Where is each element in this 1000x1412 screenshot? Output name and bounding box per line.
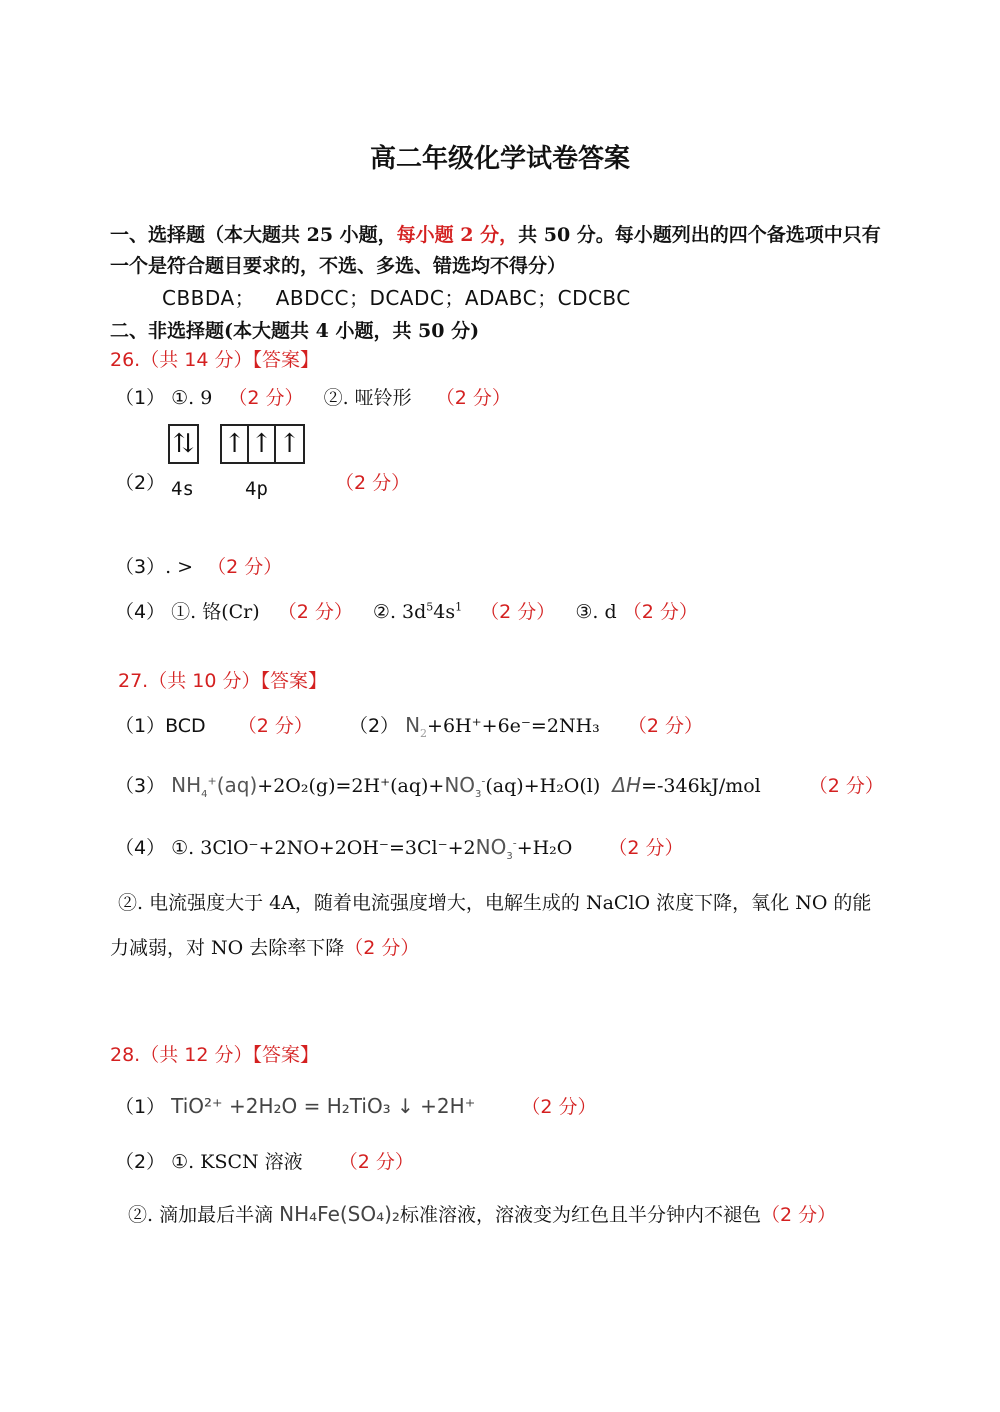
q28-part2b bbox=[128, 1200, 836, 1227]
q26-p4-score3: （2 分） bbox=[622, 601, 698, 623]
q27-p4-answer: ①. 3ClO⁻+2NO+2OH⁻=3Cl⁻+2 bbox=[171, 837, 476, 859]
q26-p4-b-sup2: 1 bbox=[455, 600, 463, 614]
q27-p3-nh4-sub: 4 bbox=[201, 788, 208, 800]
q27-heading: 27.（共 10 分）【答案】 bbox=[118, 670, 327, 692]
q26-p4-score1: （2 分） bbox=[277, 601, 353, 623]
q26-p1-answer-a: ①. 9 bbox=[171, 387, 213, 409]
q27-p3-nh4-sup: + bbox=[207, 774, 217, 788]
choice-answers: CBBDA； ABDCC；DCADC；ADABC；CDCBC bbox=[162, 286, 631, 310]
q28-part1 bbox=[115, 1092, 596, 1119]
section1-heading bbox=[110, 220, 881, 247]
q27-p2-eq-rest: +6H⁺+6e⁻=2NH₃ bbox=[427, 715, 600, 737]
q27-p1-label: （1） bbox=[115, 715, 166, 737]
orbital-box-4s bbox=[168, 424, 199, 464]
q27-p4-answer-end: +H₂O bbox=[516, 837, 573, 859]
q27-p3-label: （3） bbox=[115, 775, 166, 797]
q27-p2-label: （2） bbox=[348, 715, 400, 737]
q26-p1-label: （1） bbox=[115, 387, 166, 409]
q26-p1-score2: （2 分） bbox=[435, 387, 511, 409]
q26-p2-score: （2 分） bbox=[335, 472, 411, 494]
orbital-label-4s: 4s bbox=[171, 478, 194, 500]
q27-p4-label: （4） bbox=[115, 837, 166, 859]
orbital-box-4p bbox=[220, 424, 305, 464]
q27-part1-2 bbox=[115, 711, 703, 740]
q26-p4-b-sup1: 5 bbox=[426, 600, 434, 614]
q26-p1-score1: （2 分） bbox=[228, 387, 304, 409]
q28-p2-score: （2 分） bbox=[338, 1151, 414, 1173]
q27-p3-no3: NO bbox=[444, 773, 476, 797]
orbital-cell-4p-2: ↑ bbox=[249, 426, 276, 462]
q27-p4b-line2 bbox=[110, 933, 419, 960]
q27-p3-no3-sub: 3 bbox=[475, 788, 482, 800]
q26-p4-answer-b bbox=[373, 601, 462, 623]
q27-p4-score: （2 分） bbox=[608, 837, 684, 859]
q26-p4-answer-c: ③. d bbox=[575, 601, 617, 623]
orbital-cell-4p-3: ↑ bbox=[278, 429, 301, 459]
q27-p3-dh-value: =-346kJ/mol bbox=[641, 775, 761, 797]
document-title: 高二年级化学试卷答案 bbox=[369, 144, 630, 174]
q27-p2-n2-sub: 2 bbox=[420, 726, 428, 740]
q28-p2b-chem: NH₄Fe(SO₄)₂ bbox=[279, 1202, 400, 1226]
q27-p4b-line1: ②. 电流强度大于 4A，随着电流强度增大，电解生成的 NaClO 浓度下降，氧化 NO 的能 bbox=[118, 892, 872, 914]
q28-p2-label: （2） bbox=[115, 1151, 166, 1173]
q26-p3-score: （2 分） bbox=[207, 556, 283, 578]
section1-heading-points: 每小题 2 分， bbox=[396, 224, 519, 246]
q26-p4-b-pre: ②. 3d bbox=[372, 601, 427, 623]
q26-part4 bbox=[115, 597, 698, 624]
q28-part2 bbox=[115, 1147, 414, 1174]
q28-p2b-post: 标准溶液，溶液变为红色且半分钟内不褪色 bbox=[399, 1204, 761, 1226]
q27-p1-score: （2 分） bbox=[237, 715, 313, 737]
q27-p2-n2: N bbox=[405, 713, 421, 737]
q28-p2b-pre: ②. 滴加最后半滴 bbox=[128, 1204, 274, 1226]
q27-p4-no3-sup: - bbox=[512, 836, 517, 850]
q28-heading: 28.（共 12 分）【答案】 bbox=[110, 1044, 319, 1066]
q28-p1-score: （2 分） bbox=[521, 1096, 597, 1118]
q26-p4-answer-a: ①. 铬(Cr) bbox=[171, 601, 260, 623]
q27-p2-equation bbox=[405, 713, 600, 740]
q28-p2-answer: ①. KSCN 溶液 bbox=[171, 1151, 303, 1173]
q28-p1-equation: TiO²⁺ +2H₂O = H₂TiO₃ ↓ +2H⁺ bbox=[171, 1094, 476, 1118]
q27-part3 bbox=[115, 771, 884, 800]
q27-part4 bbox=[115, 833, 684, 862]
q27-p3-aq: (aq) bbox=[216, 773, 258, 797]
q27-p2-score: （2 分） bbox=[627, 715, 703, 737]
q27-p4-no3-sub: 3 bbox=[506, 850, 513, 862]
q26-p3-answer: . > bbox=[165, 556, 194, 578]
section1-heading-a: 一、选择题（本大题共 25 小题， bbox=[110, 224, 397, 246]
q27-p3-eq-mid: +2O₂(g)=2H⁺(aq)+ bbox=[257, 775, 445, 797]
q28-p2b-score: （2 分） bbox=[760, 1204, 837, 1226]
section1-heading-b: 共 50 分。每小题列出的四个备选项中只有 bbox=[518, 224, 881, 246]
q27-p4-no3: NO bbox=[475, 835, 507, 859]
section1-heading-line2: 一个是符合题目要求的，不选、多选、错选均不得分） bbox=[110, 255, 567, 277]
q27-p3-nh4: NH bbox=[171, 773, 202, 797]
orbital-label-4p: 4p bbox=[245, 478, 268, 500]
q27-p3-eq-end: (aq)+H₂O(l) bbox=[485, 775, 601, 797]
orbital-cell-4s: ⇅ bbox=[172, 429, 195, 459]
q26-p2-label: （2） bbox=[115, 472, 166, 494]
q26-part3 bbox=[115, 552, 282, 579]
q27-p3-no3-sup: - bbox=[481, 774, 486, 788]
q26-p4-label: （4） bbox=[115, 601, 166, 623]
q27-p3-delta-h: ΔH bbox=[612, 773, 642, 797]
section2-heading: 二、非选择题(本大题共 4 小题，共 50 分) bbox=[110, 320, 480, 342]
orbital-cell-4p-1: ↑ bbox=[222, 426, 249, 462]
q26-heading: 26.（共 14 分）【答案】 bbox=[110, 349, 319, 371]
q28-p1-label: （1） bbox=[115, 1096, 166, 1118]
q26-p1-answer-b: ②. 哑铃形 bbox=[323, 387, 412, 409]
q27-p1-answer: BCD bbox=[165, 715, 206, 737]
q26-p4-b-mid: 4s bbox=[433, 601, 456, 623]
q26-part1 bbox=[115, 383, 511, 410]
q27-p3-score: （2 分） bbox=[808, 775, 884, 797]
q26-p3-label: （3） bbox=[115, 556, 166, 578]
q27-p4b-score: （2 分） bbox=[344, 937, 420, 959]
q26-p4-score2: （2 分） bbox=[480, 601, 556, 623]
q27-p4b-text: 力减弱，对 NO 去除率下降 bbox=[110, 937, 345, 959]
